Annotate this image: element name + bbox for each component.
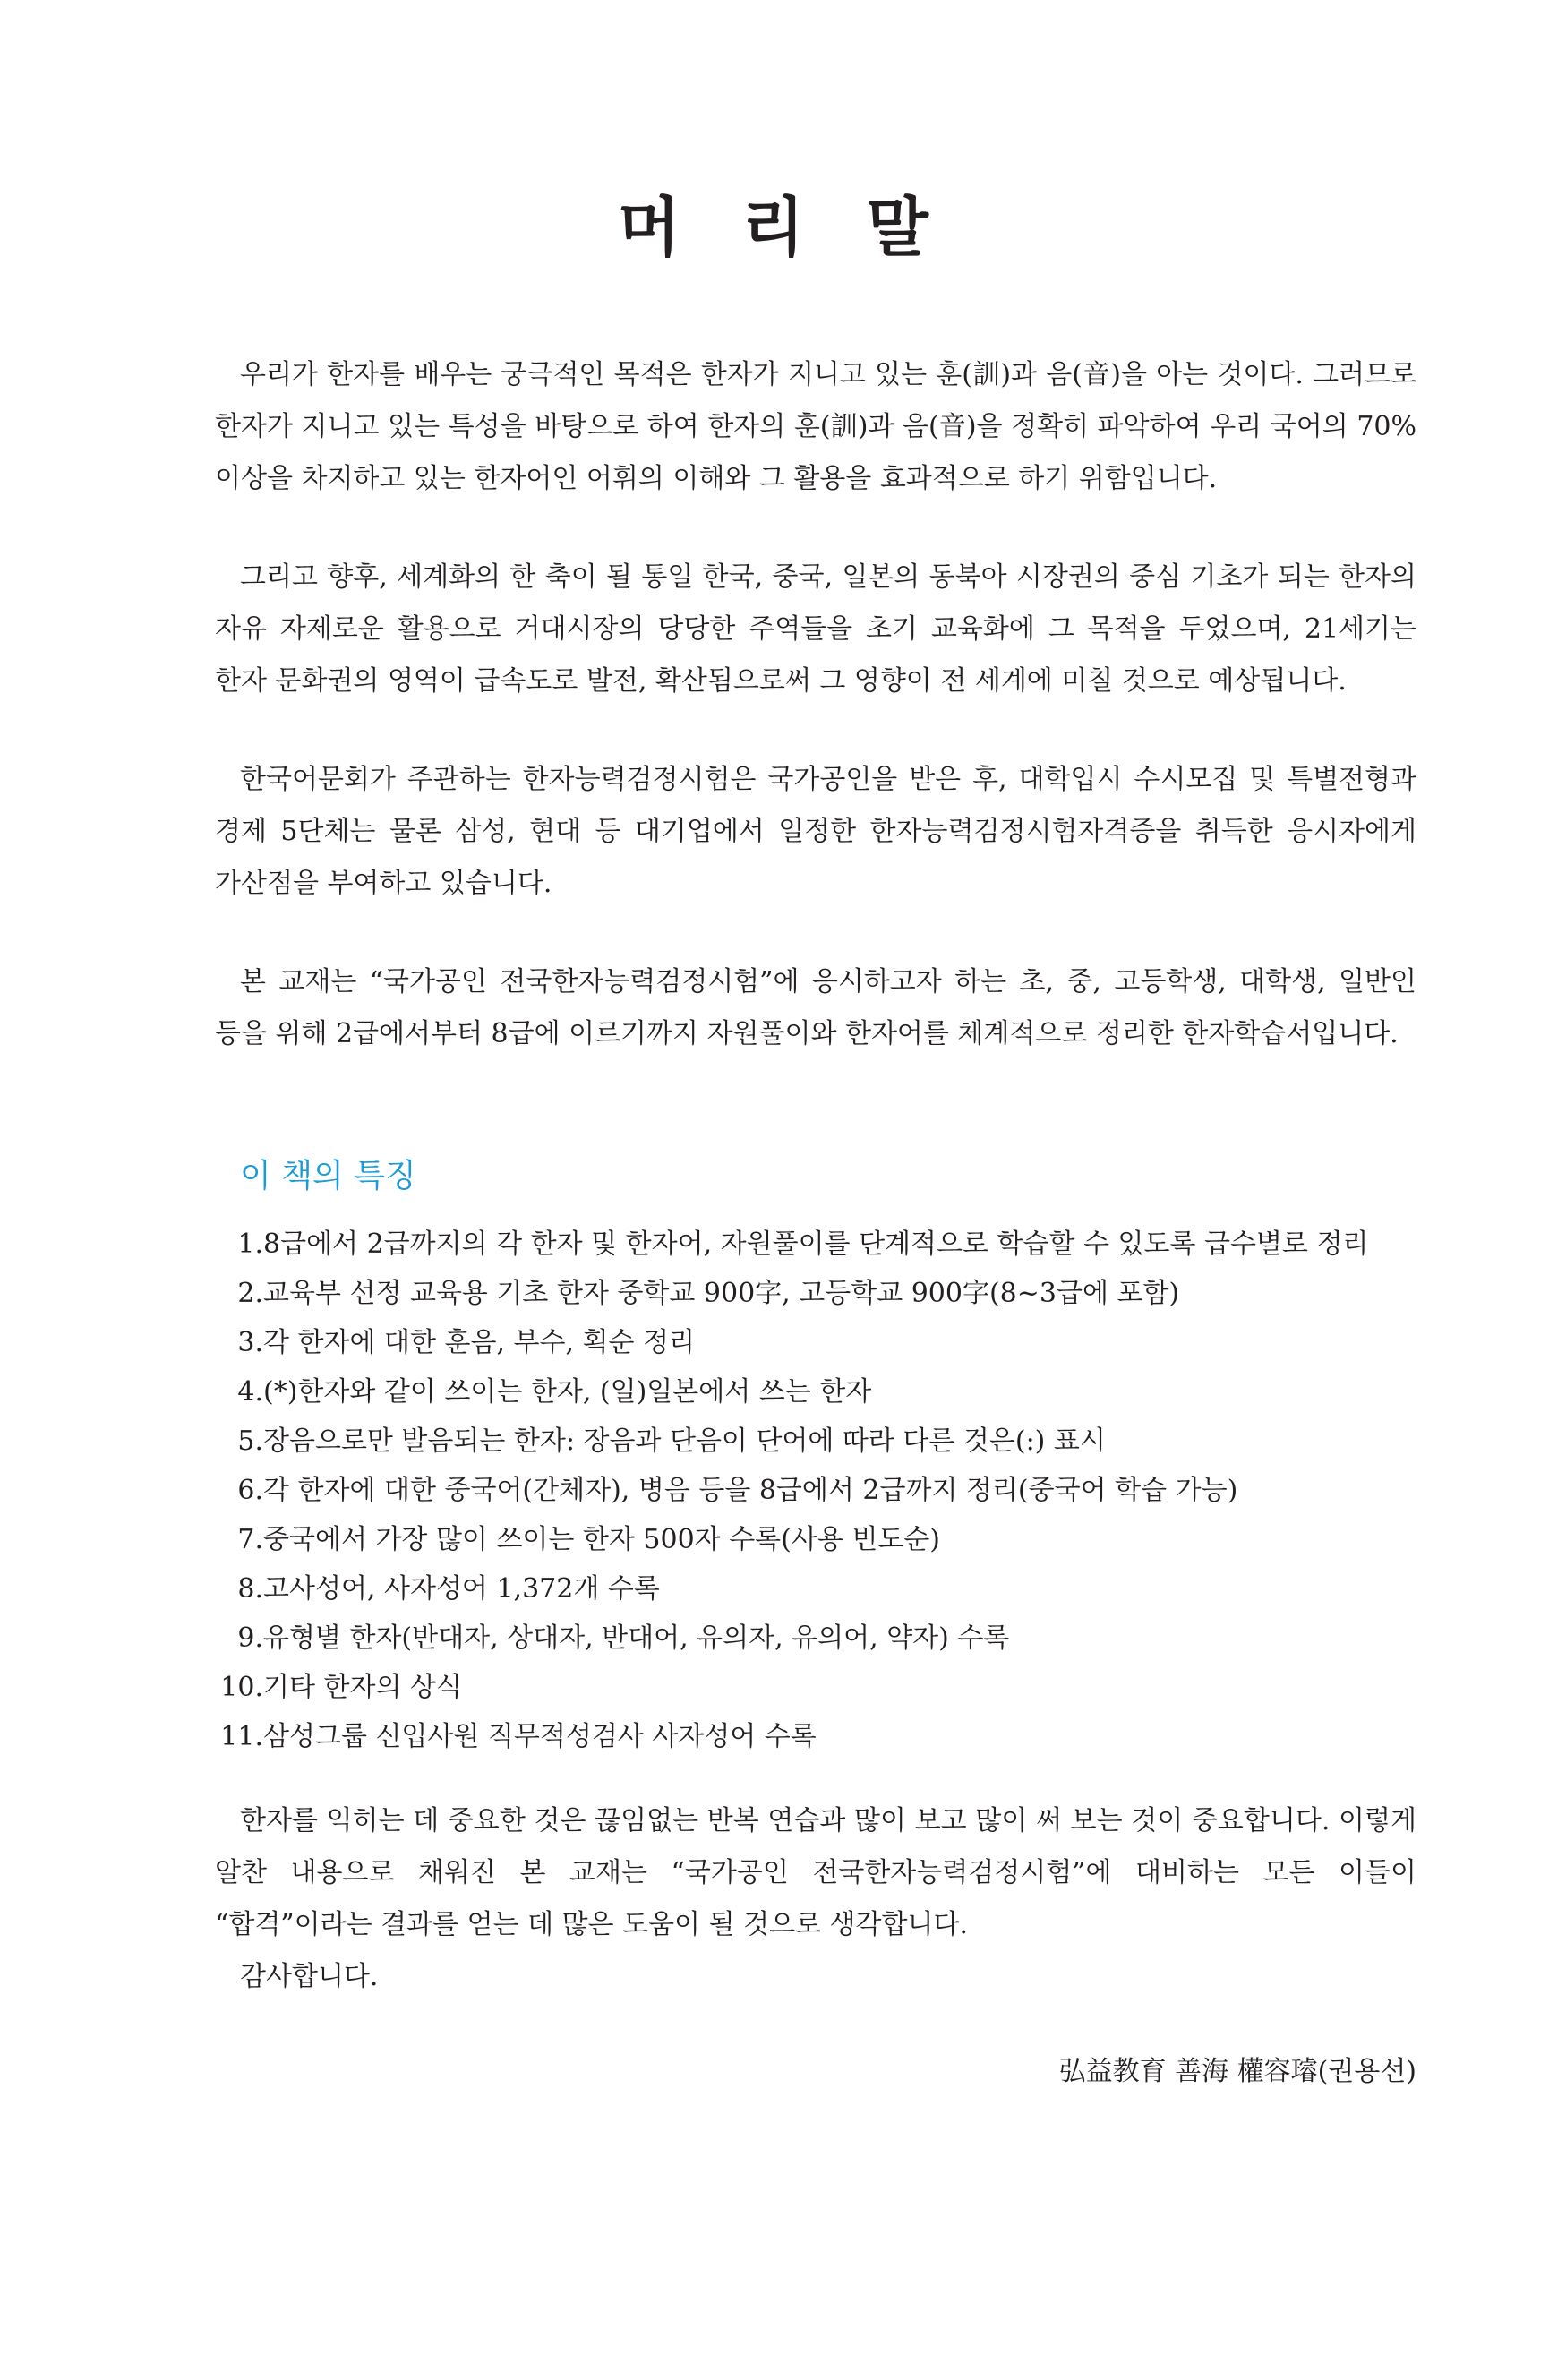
feature-number: 10. — [220, 1672, 263, 1703]
paragraph-certification: 한국어문회가 주관하는 한자능력검정시험은 국가공인을 받은 후, 대학입시 수시모집 및 특별전형과 경제 5단체는 물론 삼성, 현대 등 대기업에서 일정한 한자능력검정시험자격증을 취득한 응시자에게 가산점을 부여하고 있습니다. — [215, 764, 1416, 899]
feature-number: 9. — [237, 1622, 263, 1654]
feature-text: 각 한자에 대한 훈음, 부수, 획순 정리 — [263, 1327, 696, 1358]
feature-item — [215, 1269, 1416, 1318]
feature-item — [215, 1220, 1416, 1269]
feature-text: 교육부 선정 교육용 기초 한자 중학교 900字, 고등학교 900字(8~3급에 포함) — [263, 1278, 1180, 1309]
feature-item — [215, 1564, 1416, 1614]
feature-text: 각 한자에 대한 중국어(간체자), 병음 등을 8급에서 2급까지 정리(중국어 학습 가능) — [263, 1475, 1238, 1506]
features-heading: 이 책의 특징 — [240, 1158, 416, 1194]
feature-item — [215, 1318, 1416, 1367]
feature-number: 6. — [237, 1475, 263, 1506]
feature-text: (*)한자와 같이 쓰이는 한자, (일)일본에서 쓰는 한자 — [263, 1376, 872, 1408]
feature-text: 삼성그룹 신입사원 직무적성검사 사자성어 수록 — [263, 1721, 817, 1752]
paragraph-textbook-intro: 본 교재는 “국가공인 전국한자능력검정시험”에 응시하고자 하는 초, 중, 고등학생, 대학생, 일반인 등을 위해 2급에서부터 8급에 이르기까지 자원풀이와 한자어를 체계적으로 정리한 한자학습서입니다. — [215, 966, 1416, 1049]
feature-item — [215, 1712, 1416, 1761]
feature-item — [215, 1417, 1416, 1466]
feature-text: 기타 한자의 상식 — [263, 1672, 462, 1703]
closing-paragraph: 한자를 익히는 데 중요한 것은 끊임없는 반복 연습과 많이 보고 많이 써 보는 것이 중요합니다. 이렇게 알찬 내용으로 채워진 본 교재는 “국가공인 전국한자능력검정시험”에 대비하는 모든 이들이 “합격”이라는 결과를 얻는 데 많은 도움이 될 것으로 생각합니다. — [215, 1805, 1416, 1940]
feature-item — [215, 1466, 1416, 1515]
preface-body — [215, 349, 1416, 2085]
feature-item — [215, 1663, 1416, 1712]
feature-text: 8급에서 2급까지의 각 한자 및 한자어, 자원풀이를 단계적으로 학습할 수 있도록 급수별로 정리 — [263, 1229, 1369, 1260]
feature-text: 유형별 한자(반대자, 상대자, 반대어, 유의자, 유의어, 약자) 수록 — [263, 1622, 1010, 1654]
feature-number: 11. — [220, 1721, 263, 1752]
feature-number: 5. — [237, 1425, 263, 1457]
feature-number: 4. — [237, 1376, 263, 1408]
page-title: 머 리 말 — [618, 190, 948, 265]
feature-text: 중국에서 가장 많이 쓰이는 한자 500자 수록(사용 빈도순) — [263, 1524, 941, 1555]
feature-number: 3. — [237, 1327, 263, 1358]
feature-item — [215, 1515, 1416, 1564]
feature-text: 고사성어, 사자성어 1,372개 수록 — [263, 1573, 660, 1605]
feature-number: 2. — [237, 1278, 263, 1309]
feature-item — [215, 1614, 1416, 1663]
feature-number: 1. — [237, 1229, 263, 1260]
feature-number: 7. — [237, 1524, 263, 1555]
closing-section — [215, 1795, 1416, 2003]
paragraph-globalization: 그리고 향후, 세계화의 한 축이 될 통일 한국, 중국, 일본의 동북아 시장권의 중심 기초가 되는 한자의 자유 자제로운 활용으로 거대시장의 당당한 주역들을 초기 교육화에 그 목적을 두었으며, 21세기는 한자 문화권의 영역이 급속도로 발전, 확산됨으로써 그 영향이 전 세계에 미칠 것으로 예상됩니다. — [215, 561, 1416, 697]
author-signature: 弘益教育 善海 權容璿(권용선) — [1058, 2056, 1416, 2087]
feature-text: 장음으로만 발음되는 한자: 장음과 단음이 단어에 따라 다른 것은(:) 표시 — [263, 1425, 1106, 1457]
feature-number: 8. — [237, 1573, 263, 1605]
closing-thanks: 감사합니다. — [240, 1961, 379, 1992]
feature-item — [215, 1367, 1416, 1417]
paragraph-purpose: 우리가 한자를 배우는 궁극적인 목적은 한자가 지니고 있는 훈(訓)과 음(音)을 아는 것이다. 그러므로 한자가 지니고 있는 특성을 바탕으로 하여 한자의 훈(訓)과 음(音)을 정확히 파악하여 우리 국어의 70% 이상을 차지하고 있는 한자어인 어휘의 이해와 그 활용을 효과적으로 하기 위함입니다. — [215, 359, 1416, 494]
feature-list — [215, 1220, 1416, 1761]
